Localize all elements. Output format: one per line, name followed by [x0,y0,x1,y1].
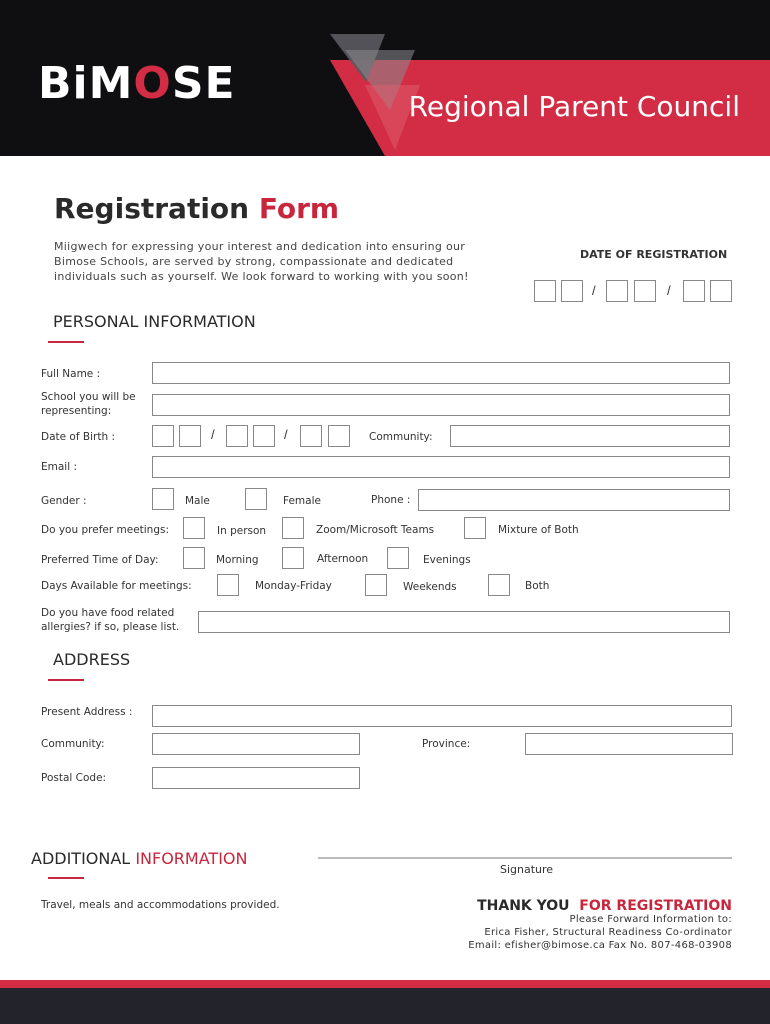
postal-code-label: Postal Code: [41,772,107,784]
reg-date-box[interactable] [710,280,732,302]
dob-box[interactable] [226,425,248,447]
full-name-label: Full Name : [41,368,101,380]
gender-female-checkbox[interactable] [245,488,267,510]
morning-checkbox[interactable] [183,547,205,569]
zoom-checkbox[interactable] [282,517,304,539]
female-label: Female [283,495,321,507]
mon-fri-label: Monday-Friday [255,580,332,592]
personal-info-heading: PERSONAL INFORMATION [53,312,256,331]
gender-label: Gender : [41,495,87,507]
days-label: Days Available for meetings: [41,580,192,592]
reg-date-box[interactable] [561,280,583,302]
both-checkbox[interactable] [488,574,510,596]
forward-line-1: Please Forward Information to: [569,914,732,925]
afternoon-label: Afternoon [317,553,369,565]
email-input[interactable] [152,456,730,478]
footer-band [0,988,770,1024]
dob-box[interactable] [179,425,201,447]
reg-date-box[interactable] [606,280,628,302]
male-label: Male [185,495,210,507]
allergies-label: Do you have food related allergies? if so, please list. [41,607,180,633]
reg-date-box[interactable] [683,280,705,302]
phone-input[interactable] [418,489,730,511]
reg-date-box[interactable] [634,280,656,302]
address-heading: ADDRESS [53,650,131,669]
phone-label: Phone : [371,494,411,506]
date-separator: / [211,427,215,442]
morning-label: Morning [216,554,259,566]
date-separator: / [592,283,596,298]
date-separator: / [667,283,671,298]
afternoon-checkbox[interactable] [282,547,304,569]
dob-box[interactable] [253,425,275,447]
meetings-label: Do you prefer meetings: [41,524,170,536]
travel-note: Travel, meals and accommodations provided. [41,899,280,911]
dob-box[interactable] [152,425,174,447]
mixture-label: Mixture of Both [498,524,579,536]
section-underline [48,877,84,879]
dob-label: Date of Birth : [41,431,115,443]
address-community-label: Community: [41,738,105,750]
postal-code-input[interactable] [152,767,360,789]
thank-you-heading: THANK YOU FOR REGISTRATION [477,898,732,914]
reg-date-box[interactable] [534,280,556,302]
additional-info-heading: ADDITIONAL INFORMATION [31,849,248,868]
school-input[interactable] [152,394,730,416]
address-community-input[interactable] [152,733,360,755]
header-banner [0,0,770,156]
community-input[interactable] [450,425,730,447]
signature-label: Signature [500,863,554,876]
council-title: Regional Parent Council [408,90,740,123]
email-label: Email : [41,461,78,473]
page-title: Registration Form [54,192,340,225]
time-label: Preferred Time of Day: [41,554,159,566]
forward-line-3: Email: efisher@bimose.ca Fax No. 807-468-03908 [468,940,732,951]
date-of-registration-label: DATE OF REGISTRATION [580,248,728,261]
dob-box[interactable] [300,425,322,447]
school-label: School you will be representing: [41,391,136,417]
weekends-label: Weekends [403,581,457,593]
allergies-input[interactable] [198,611,730,633]
forward-line-2: Erica Fisher, Structural Readiness Co-ordinator [484,927,732,938]
evenings-label: Evenings [423,554,471,566]
weekends-checkbox[interactable] [365,574,387,596]
full-name-input[interactable] [152,362,730,384]
section-underline [48,341,84,343]
province-label: Province: [422,738,471,750]
evenings-checkbox[interactable] [387,547,409,569]
present-address-label: Present Address : [41,706,133,718]
zoom-label: Zoom/Microsoft Teams [316,524,435,536]
date-separator: / [284,427,288,442]
in-person-label: In person [217,525,267,537]
bimose-logo: BiMOSE [38,58,236,109]
gender-male-checkbox[interactable] [152,488,174,510]
section-underline [48,679,84,681]
intro-text: Miigwech for expressing your interest and dedication into ensuring our Bimose Schools, are served by strong, compassionate and dedicated individuals such as yourself. We look forward to working with you soon! [54,240,469,283]
in-person-checkbox[interactable] [183,517,205,539]
mixture-checkbox[interactable] [464,517,486,539]
footer-red-band [0,980,770,988]
province-input[interactable] [525,733,733,755]
community-label: Community: [369,431,433,443]
both-label: Both [525,580,550,592]
signature-line[interactable] [318,857,732,859]
mon-fri-checkbox[interactable] [217,574,239,596]
dob-box[interactable] [328,425,350,447]
present-address-input[interactable] [152,705,732,727]
